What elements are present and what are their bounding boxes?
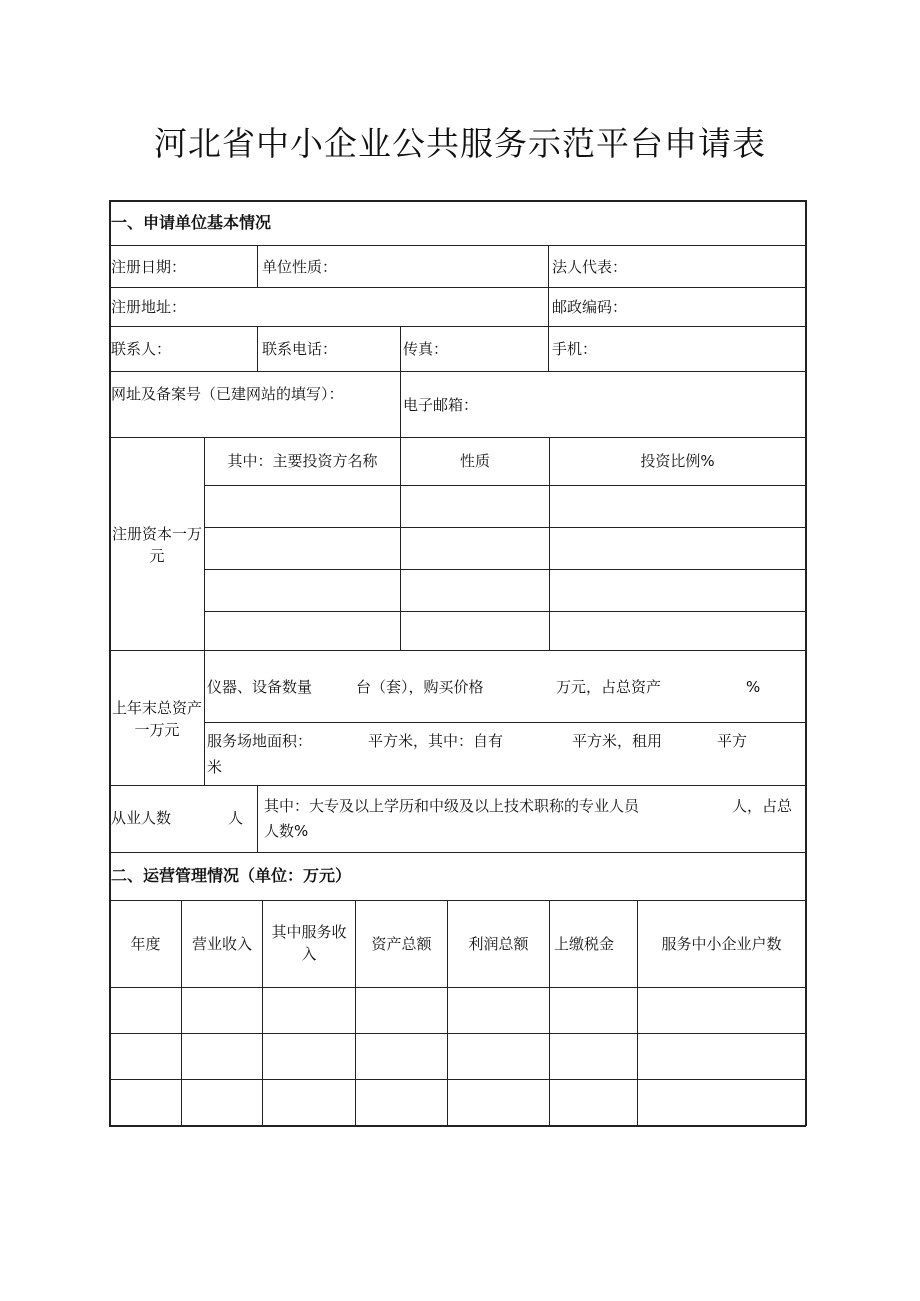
col-rule xyxy=(257,245,258,287)
investor-name-header: 其中：主要投资方名称 xyxy=(227,452,378,470)
website-label: 网址及备案号（已建网站的填写）： xyxy=(111,385,344,403)
row-rule xyxy=(109,245,806,246)
registered-capital-label: 注册资本一万元 xyxy=(111,525,202,565)
col-rule xyxy=(204,650,205,785)
table-border-top xyxy=(109,200,806,202)
investor-nature-header: 性质 xyxy=(459,452,490,470)
row-rule xyxy=(109,287,806,288)
row-rule xyxy=(109,326,806,327)
site-area-rented-label: 平方米，租用 xyxy=(572,732,663,750)
contact-label: 联系人： xyxy=(111,340,172,358)
site-area-owned-label: 平方米，其中：自有 xyxy=(368,732,504,750)
col-rule xyxy=(400,371,401,437)
row-rule xyxy=(109,650,806,651)
fax-label: 传真： xyxy=(403,340,449,358)
row-rule xyxy=(109,987,806,988)
employees-label: 从业人数 xyxy=(111,809,172,827)
row-rule xyxy=(109,1079,806,1080)
equipment-price-label: 台（套），购买价格 xyxy=(356,678,484,696)
row-rule xyxy=(109,371,806,372)
site-area-label: 服务场地面积： xyxy=(207,732,313,750)
col-revenue-header: 营业收入 xyxy=(191,935,252,953)
row-rule xyxy=(109,437,806,438)
unit-nature-label: 单位性质： xyxy=(262,258,338,276)
employees-unit: 人 xyxy=(228,809,244,827)
investment-ratio-header: 投资比例% xyxy=(640,452,715,470)
reg-date-label: 注册日期： xyxy=(111,258,187,276)
row-rule xyxy=(204,722,806,723)
contact-phone-label: 联系电话： xyxy=(262,340,338,358)
col-taxes-header: 上缴税金 xyxy=(553,935,614,953)
table-border-bottom xyxy=(109,1125,806,1127)
equipment-count-label: 仪器、设备数量 xyxy=(207,678,313,696)
equipment-percent-sign: % xyxy=(746,678,761,696)
col-rule xyxy=(548,245,549,287)
row-rule xyxy=(204,527,806,528)
row-rule xyxy=(109,852,806,853)
section1-heading: 一、申请单位基本情况 xyxy=(111,213,272,232)
site-area-unit-label: 平方 xyxy=(717,732,748,750)
section2-heading: 二、运营管理情况（单位：万元） xyxy=(111,866,352,885)
legal-rep-label: 法人代表： xyxy=(552,258,628,276)
professional-staff-percent: 人数% xyxy=(264,822,309,840)
site-area-unit-wrap: 米 xyxy=(207,758,223,776)
postcode-label: 邮政编码： xyxy=(552,298,628,316)
col-rule xyxy=(400,326,401,371)
col-sme-served-header: 服务中小企业户数 xyxy=(661,935,782,953)
row-rule xyxy=(109,900,806,901)
col-rule xyxy=(548,326,549,371)
col-total-profit-header: 利润总额 xyxy=(468,935,529,953)
professional-staff-label: 其中：大专及以上学历和中级及以上技术职称的专业人员 xyxy=(264,797,640,815)
row-rule xyxy=(204,611,806,612)
row-rule xyxy=(109,785,806,786)
col-rule xyxy=(257,326,258,371)
professional-staff-unit: 人，占总 xyxy=(732,797,793,815)
col-rule xyxy=(262,900,263,1125)
total-assets-label: 上年末总资产一万元 xyxy=(111,699,202,739)
col-service-revenue-header: 其中服务收入 xyxy=(271,923,347,963)
row-rule xyxy=(204,569,806,570)
reg-address-label: 注册地址： xyxy=(111,298,187,316)
equipment-share-label: 万元，占总资产 xyxy=(556,678,662,696)
row-rule xyxy=(109,1033,806,1034)
email-label: 电子邮箱： xyxy=(403,396,479,414)
mobile-label: 手机： xyxy=(552,340,598,358)
col-year-header: 年度 xyxy=(130,935,161,953)
col-rule xyxy=(257,785,258,852)
col-rule xyxy=(548,287,549,326)
col-total-assets-header: 资产总额 xyxy=(371,935,432,953)
row-rule xyxy=(204,485,806,486)
page-title: 河北省中小企业公共服务示范平台申请表 xyxy=(154,124,766,163)
